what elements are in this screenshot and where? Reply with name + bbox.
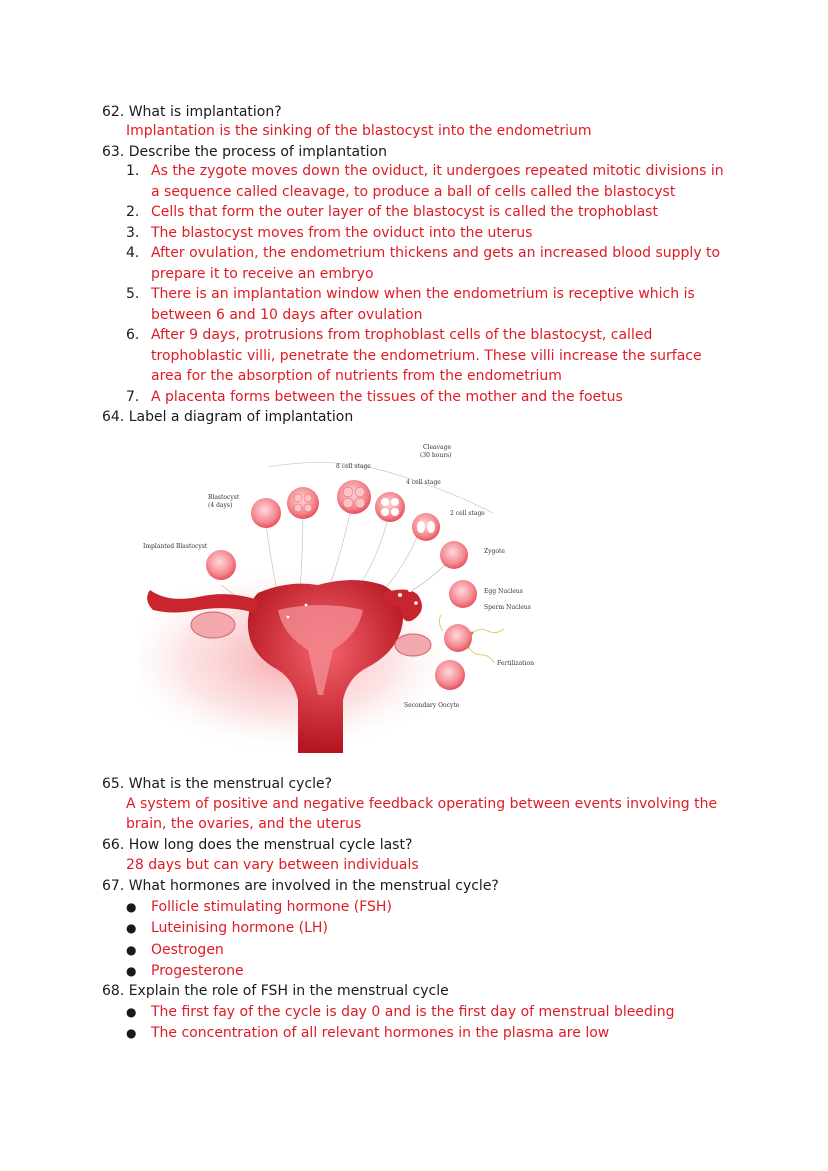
list-item: ● Oestrogen xyxy=(126,941,224,958)
secondary-oocyte-cell xyxy=(435,660,465,690)
list-item: 1. As the zygote moves down the oviduct, it undergoes repeated mitotic divisions in a sequence called cleavage, to produce a ball of cells called the blastocyst xyxy=(126,163,724,200)
label-zygote: Zygote xyxy=(484,548,505,555)
answer-65-line-1: A system of positive and negative feedback operating between events involving the xyxy=(126,796,718,812)
label-4-cell: 4 cell stage xyxy=(406,479,441,486)
label-cleavage-time: (30 hours) xyxy=(420,452,452,459)
eight-cell-stage xyxy=(337,480,371,514)
right-ovary-icon xyxy=(395,634,431,656)
list-item: 4. After ovulation, the endometrium thickens and gets an increased blood supply to prepare it to receive an embryo xyxy=(126,245,721,282)
implantation-diagram xyxy=(138,435,550,753)
fsh-role-list xyxy=(126,1002,675,1045)
list-item: 3. The blastocyst moves from the oviduct into the uterus xyxy=(126,224,533,241)
label-2-cell: 2 cell stage xyxy=(450,510,485,517)
left-ovary-icon xyxy=(191,612,235,638)
label-blastocyst: Blastocyst xyxy=(208,494,240,501)
zygote-cell xyxy=(440,541,468,569)
list-item: 2. Cells that form the outer layer of the blastocyst is called the trophoblast xyxy=(126,204,658,220)
label-sperm-nucleus: Sperm Nucleus xyxy=(484,604,531,611)
implanted-blastocyst-cell xyxy=(206,550,236,580)
question-68: 68. Explain the role of FSH in the menstrual cycle xyxy=(102,983,449,999)
two-cell-stage xyxy=(412,513,440,541)
list-item: ● The concentration of all relevant hormones in the plasma are low xyxy=(126,1025,610,1042)
question-63: 63. Describe the process of implantation xyxy=(102,144,387,160)
question-65: 65. What is the menstrual cycle? xyxy=(102,776,333,792)
list-item: ● Progesterone xyxy=(126,962,244,979)
label-secondary-oocyte: Secondary Oocyte xyxy=(404,702,460,709)
answer-65-line-2: brain, the ovaries, and the uterus xyxy=(126,816,362,832)
list-item: ● Follicle stimulating hormone (FSH) xyxy=(126,899,392,915)
answer-66: 28 days but can vary between individuals xyxy=(126,857,419,873)
implantation-steps-list xyxy=(126,161,726,407)
label-8-cell: 8 cell stage xyxy=(336,463,371,470)
label-cleavage: Cleavage xyxy=(423,444,451,451)
list-item: 5. There is an implantation window when the endometrium is receptive which is between 6 and 10 days after ovulation xyxy=(126,286,695,323)
blastocyst-cell xyxy=(251,498,281,528)
morula-cell xyxy=(287,487,319,519)
four-cell-stage xyxy=(375,492,405,522)
label-egg-nucleus: Egg Nucleus xyxy=(484,588,523,595)
question-66: 66. How long does the menstrual cycle last? xyxy=(102,837,413,853)
label-fertilization: Fertilization xyxy=(497,660,534,667)
question-64: 64. Label a diagram of implantation xyxy=(102,409,354,425)
egg-nucleus-cell xyxy=(449,580,477,608)
answer-62: Implantation is the sinking of the blastocyst into the endometrium xyxy=(126,123,592,139)
list-item: ● Luteinising hormone (LH) xyxy=(126,920,328,937)
list-item: 7. A placenta forms between the tissues of the mother and the foetus xyxy=(126,388,623,405)
list-item: ● The first fay of the cycle is day 0 and is the first day of menstrual bleeding xyxy=(126,1004,675,1020)
hormone-list xyxy=(126,897,392,982)
label-blastocyst-time: (4 days) xyxy=(208,502,233,509)
label-implanted-blastocyst: Implanted Blastocyst xyxy=(143,543,208,550)
question-67: 67. What hormones are involved in the menstrual cycle? xyxy=(102,878,499,894)
question-62: 62. What is implantation? xyxy=(102,104,282,120)
list-item: 6. After 9 days, protrusions from trophoblast cells of the blastocyst, called trophoblastic villi, penetrate the endometrium. These villi increase the surface area for the absorption of nutrients from the endometrium xyxy=(126,327,702,384)
